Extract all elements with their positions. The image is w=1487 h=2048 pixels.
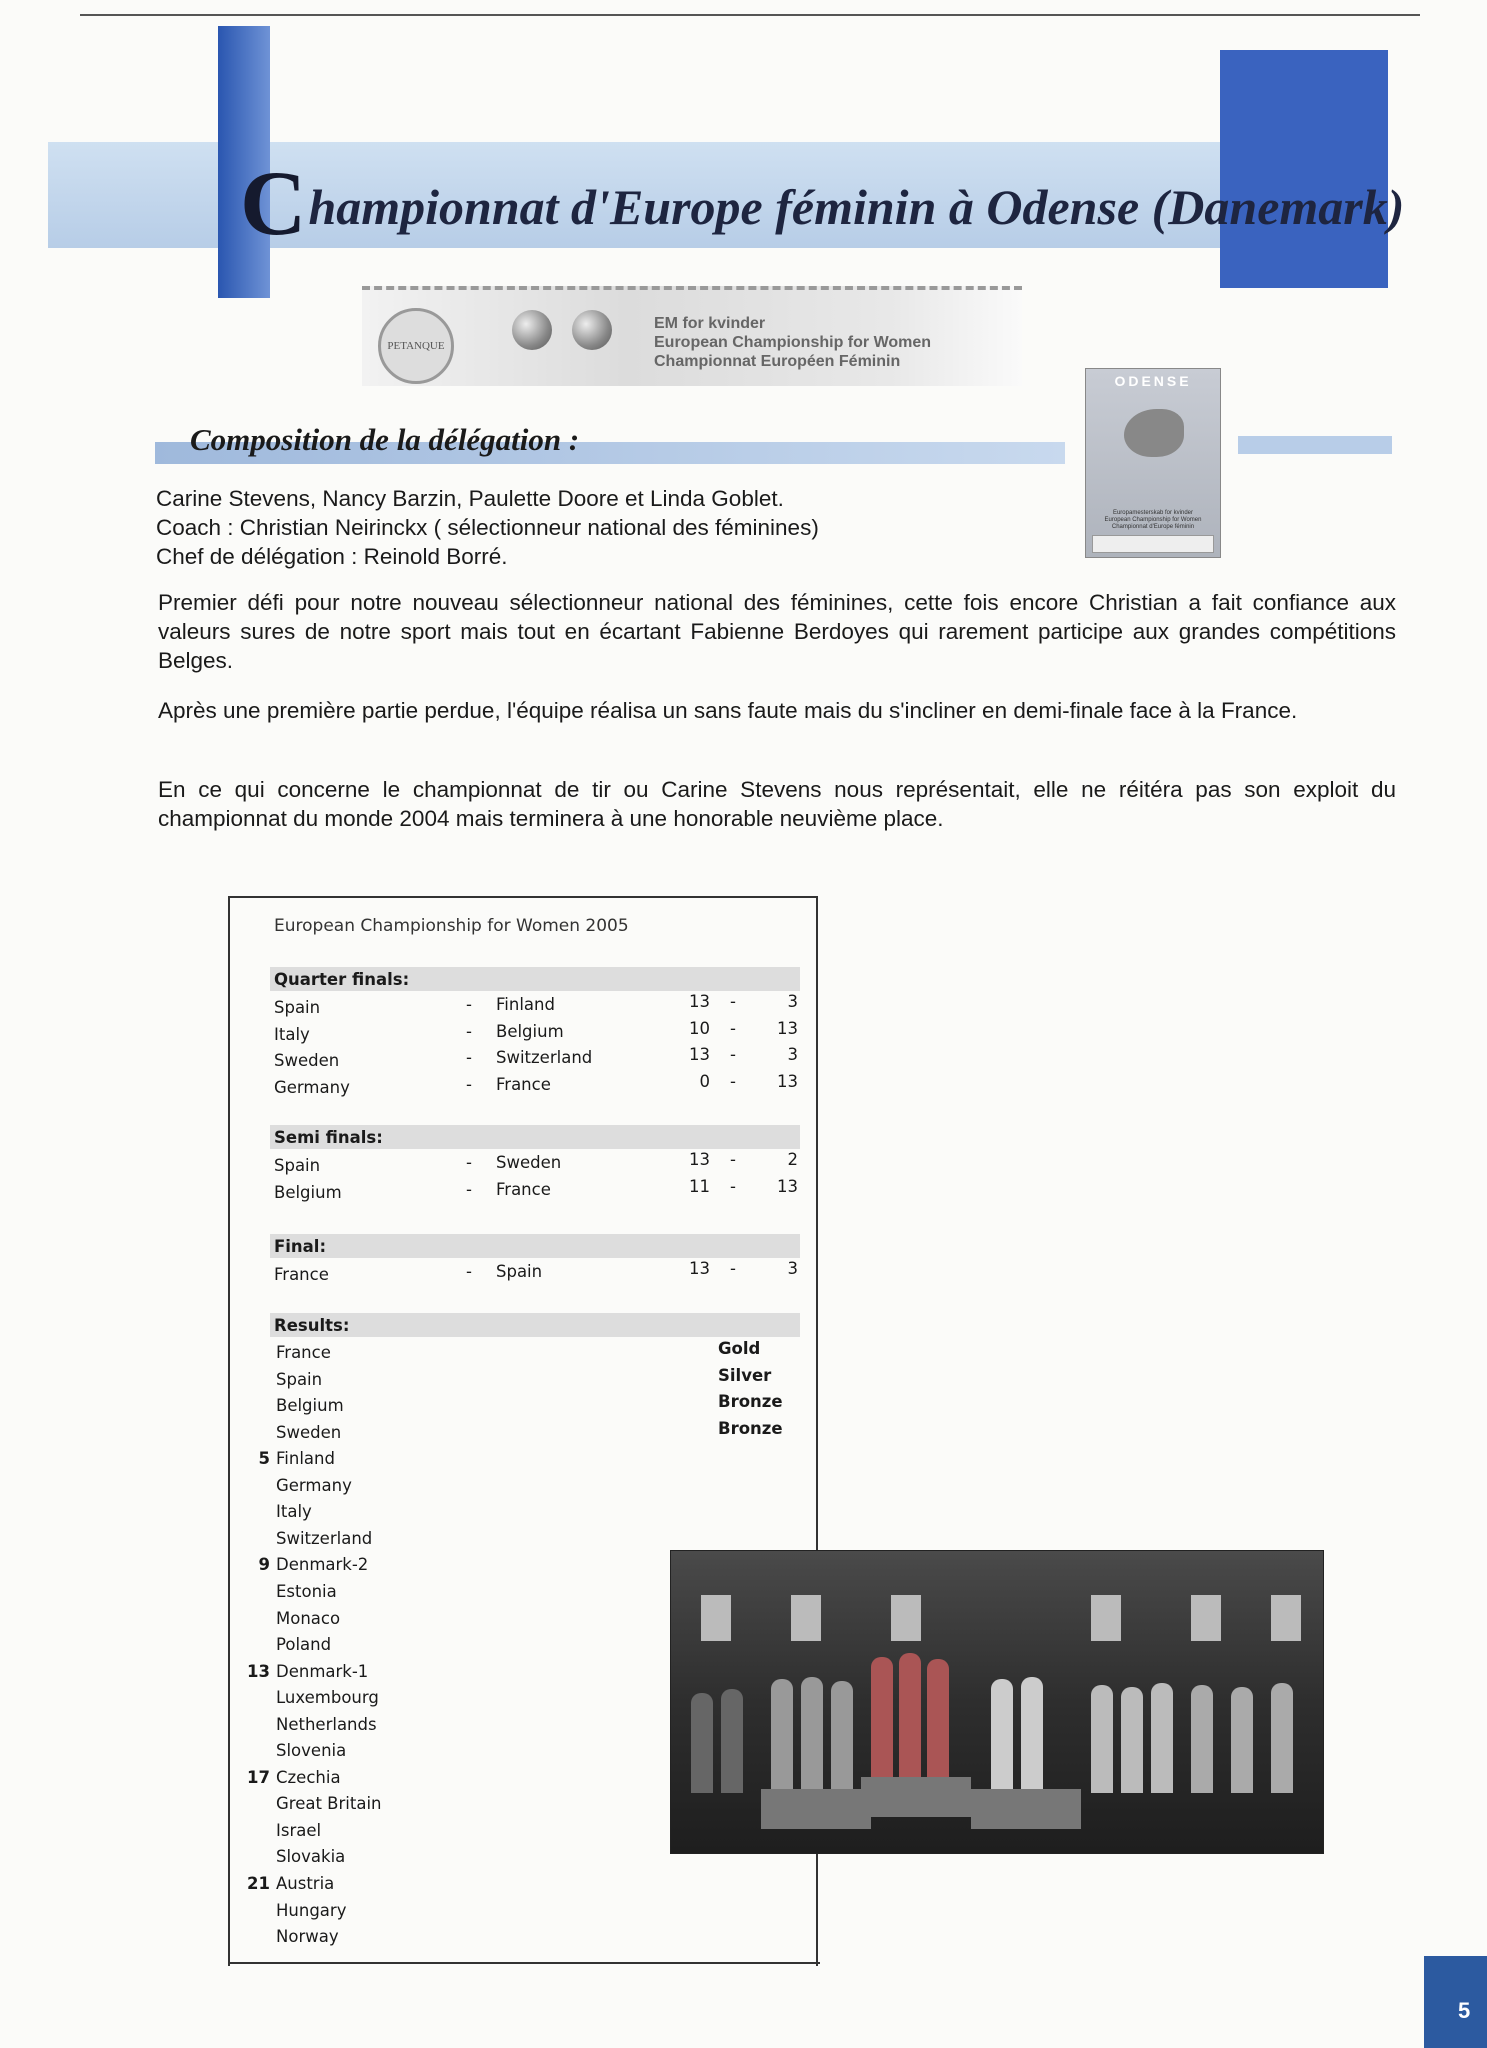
match-team-a: Spain <box>274 1156 321 1175</box>
match-dash: - <box>730 1072 736 1091</box>
delegation-list <box>156 484 819 571</box>
final-label: Final: <box>274 1237 327 1256</box>
final-label-band <box>270 1234 800 1258</box>
ranking-team: Spain <box>276 1370 323 1389</box>
match-team-a: France <box>274 1265 329 1284</box>
podium-photo <box>670 1550 1324 1854</box>
match-dash: - <box>730 992 736 1011</box>
banner-text: EM for kvinder European Championship for Women Championnat Européen Féminin <box>654 315 932 370</box>
rank-number: 17 <box>247 1768 270 1787</box>
ranking-team: Luxembourg <box>276 1688 379 1707</box>
ranking-team: Denmark-2 <box>276 1555 369 1574</box>
ranking-team: Denmark-1 <box>276 1662 369 1681</box>
match-dash: - <box>730 1177 736 1196</box>
odense-poster <box>1085 368 1221 558</box>
ranking-team: Sweden <box>276 1423 342 1442</box>
match-team-a: Belgium <box>274 1183 342 1202</box>
poster-title: ODENSE <box>1114 373 1192 389</box>
match-team-a: Italy <box>274 1025 310 1044</box>
match-score-a: 13 <box>689 1150 710 1169</box>
match-dash: - <box>466 1075 472 1094</box>
match-score-b: 3 <box>787 1259 798 1278</box>
rank-number: 13 <box>247 1662 270 1681</box>
match-team-a: Spain <box>274 998 321 1017</box>
paragraph: Premier défi pour notre nouveau sélectionneur national des féminines, cette fois encore Christian a fait confiance aux valeurs sures de notre sport mais tout en écartant Fabienne Berdoyes qui rarement participe aux grandes compétitions Belges. <box>158 590 1396 673</box>
seagull-icon <box>1124 409 1184 457</box>
match-score-b: 3 <box>787 992 798 1011</box>
match-score-b: 13 <box>777 1177 798 1196</box>
match-dash: - <box>466 1262 472 1281</box>
ranking-team: Netherlands <box>276 1715 377 1734</box>
ranking-team: Poland <box>276 1635 332 1654</box>
boule-icon <box>572 310 612 350</box>
match-team-b: Sweden <box>496 1153 562 1172</box>
rank-number: 21 <box>247 1874 270 1893</box>
match-dash: - <box>730 1150 736 1169</box>
ranking-team: Germany <box>276 1476 352 1495</box>
ranking-team: Israel <box>276 1821 322 1840</box>
ranking-team: Hungary <box>276 1901 347 1920</box>
ranking-team: Monaco <box>276 1609 341 1628</box>
match-dash: - <box>466 995 472 1014</box>
ranking-team: Switzerland <box>276 1529 373 1548</box>
ranking-team: Slovakia <box>276 1847 346 1866</box>
match-score-a: 11 <box>689 1177 710 1196</box>
match-score-b: 13 <box>777 1019 798 1038</box>
ranking-team: Great Britain <box>276 1794 382 1813</box>
petanque-seal-logo: PETANQUE <box>378 308 454 384</box>
match-team-b: Spain <box>496 1262 543 1281</box>
match-score-a: 10 <box>689 1019 710 1038</box>
results-label-band <box>270 1313 800 1337</box>
match-score-b: 3 <box>787 1045 798 1064</box>
ranking-team: Italy <box>276 1502 312 1521</box>
match-team-b: Finland <box>496 995 555 1014</box>
ranking-team: Czechia <box>276 1768 341 1787</box>
results-box-bottom <box>228 1962 820 1964</box>
ranking-team: Belgium <box>276 1396 344 1415</box>
delegation-players: Carine Stevens, Nancy Barzin, Paulette Doore et Linda Goblet. <box>156 486 784 511</box>
section-title: Composition de la délégation : <box>190 422 580 457</box>
match-score-a: 13 <box>689 992 710 1011</box>
rank-number: 5 <box>258 1449 270 1468</box>
match-team-a: Germany <box>274 1078 350 1097</box>
paragraph: Après une première partie perdue, l'équipe réalisa un sans faute mais du s'incliner en demi-finale face à la France. <box>158 698 1298 723</box>
match-team-b: France <box>496 1075 551 1094</box>
title-rest: hampionnat d'Europe féminin à Odense (Danemark) <box>308 179 1405 235</box>
delegation-chief: Chef de délégation : Reinold Borré. <box>156 544 508 569</box>
sponsor-logos <box>1092 535 1214 553</box>
section-band-right <box>1238 436 1392 454</box>
ranking-team: Slovenia <box>276 1741 347 1760</box>
ranking-team: Estonia <box>276 1582 337 1601</box>
medal-label: Bronze <box>718 1419 783 1438</box>
match-team-b: France <box>496 1180 551 1199</box>
poster-caption: Europamesterskab for kvinder European Championship for Women Championnat d'Europe féminin <box>1104 510 1202 530</box>
top-rule <box>80 14 1420 16</box>
rank-number: 9 <box>258 1555 270 1574</box>
match-score-a: 0 <box>699 1072 710 1091</box>
match-team-b: Switzerland <box>496 1048 593 1067</box>
ranking-team: Finland <box>276 1449 335 1468</box>
medal-label: Bronze <box>718 1392 783 1411</box>
title-initial: C <box>240 152 307 254</box>
match-dash: - <box>730 1019 736 1038</box>
match-dash: - <box>466 1180 472 1199</box>
match-score-a: 13 <box>689 1259 710 1278</box>
medal-label: Silver <box>718 1366 772 1385</box>
medal-label: Gold <box>718 1339 761 1358</box>
semi-finals-label: Semi finals: <box>274 1128 383 1147</box>
quarter-finals-label: Quarter finals: <box>274 970 410 989</box>
match-team-a: Sweden <box>274 1051 340 1070</box>
page-number: 5 <box>1424 1956 1487 2048</box>
page-title <box>240 150 1404 256</box>
match-team-b: Belgium <box>496 1022 564 1041</box>
match-dash: - <box>466 1153 472 1172</box>
delegation-coach: Coach : Christian Neirinckx ( sélectionneur national des féminines) <box>156 515 819 540</box>
match-score-b: 13 <box>777 1072 798 1091</box>
match-dash: - <box>466 1048 472 1067</box>
ranking-team: Austria <box>276 1874 335 1893</box>
results-label: Results: <box>274 1316 350 1335</box>
match-dash: - <box>730 1045 736 1064</box>
championship-banner <box>362 286 1022 386</box>
match-score-b: 2 <box>787 1150 798 1169</box>
match-dash: - <box>730 1259 736 1278</box>
paragraph: En ce qui concerne le championnat de tir ou Carine Stevens nous représentait, elle ne réitéra pas son exploit du championnat du monde 2004 mais terminera à une honorable neuvième place. <box>158 777 1396 831</box>
results-heading: European Championship for Women 2005 <box>274 916 629 936</box>
boule-icon <box>512 310 552 350</box>
ranking-team: Norway <box>276 1927 339 1946</box>
match-score-a: 13 <box>689 1045 710 1064</box>
ranking-team: France <box>276 1343 331 1362</box>
match-dash: - <box>466 1022 472 1041</box>
